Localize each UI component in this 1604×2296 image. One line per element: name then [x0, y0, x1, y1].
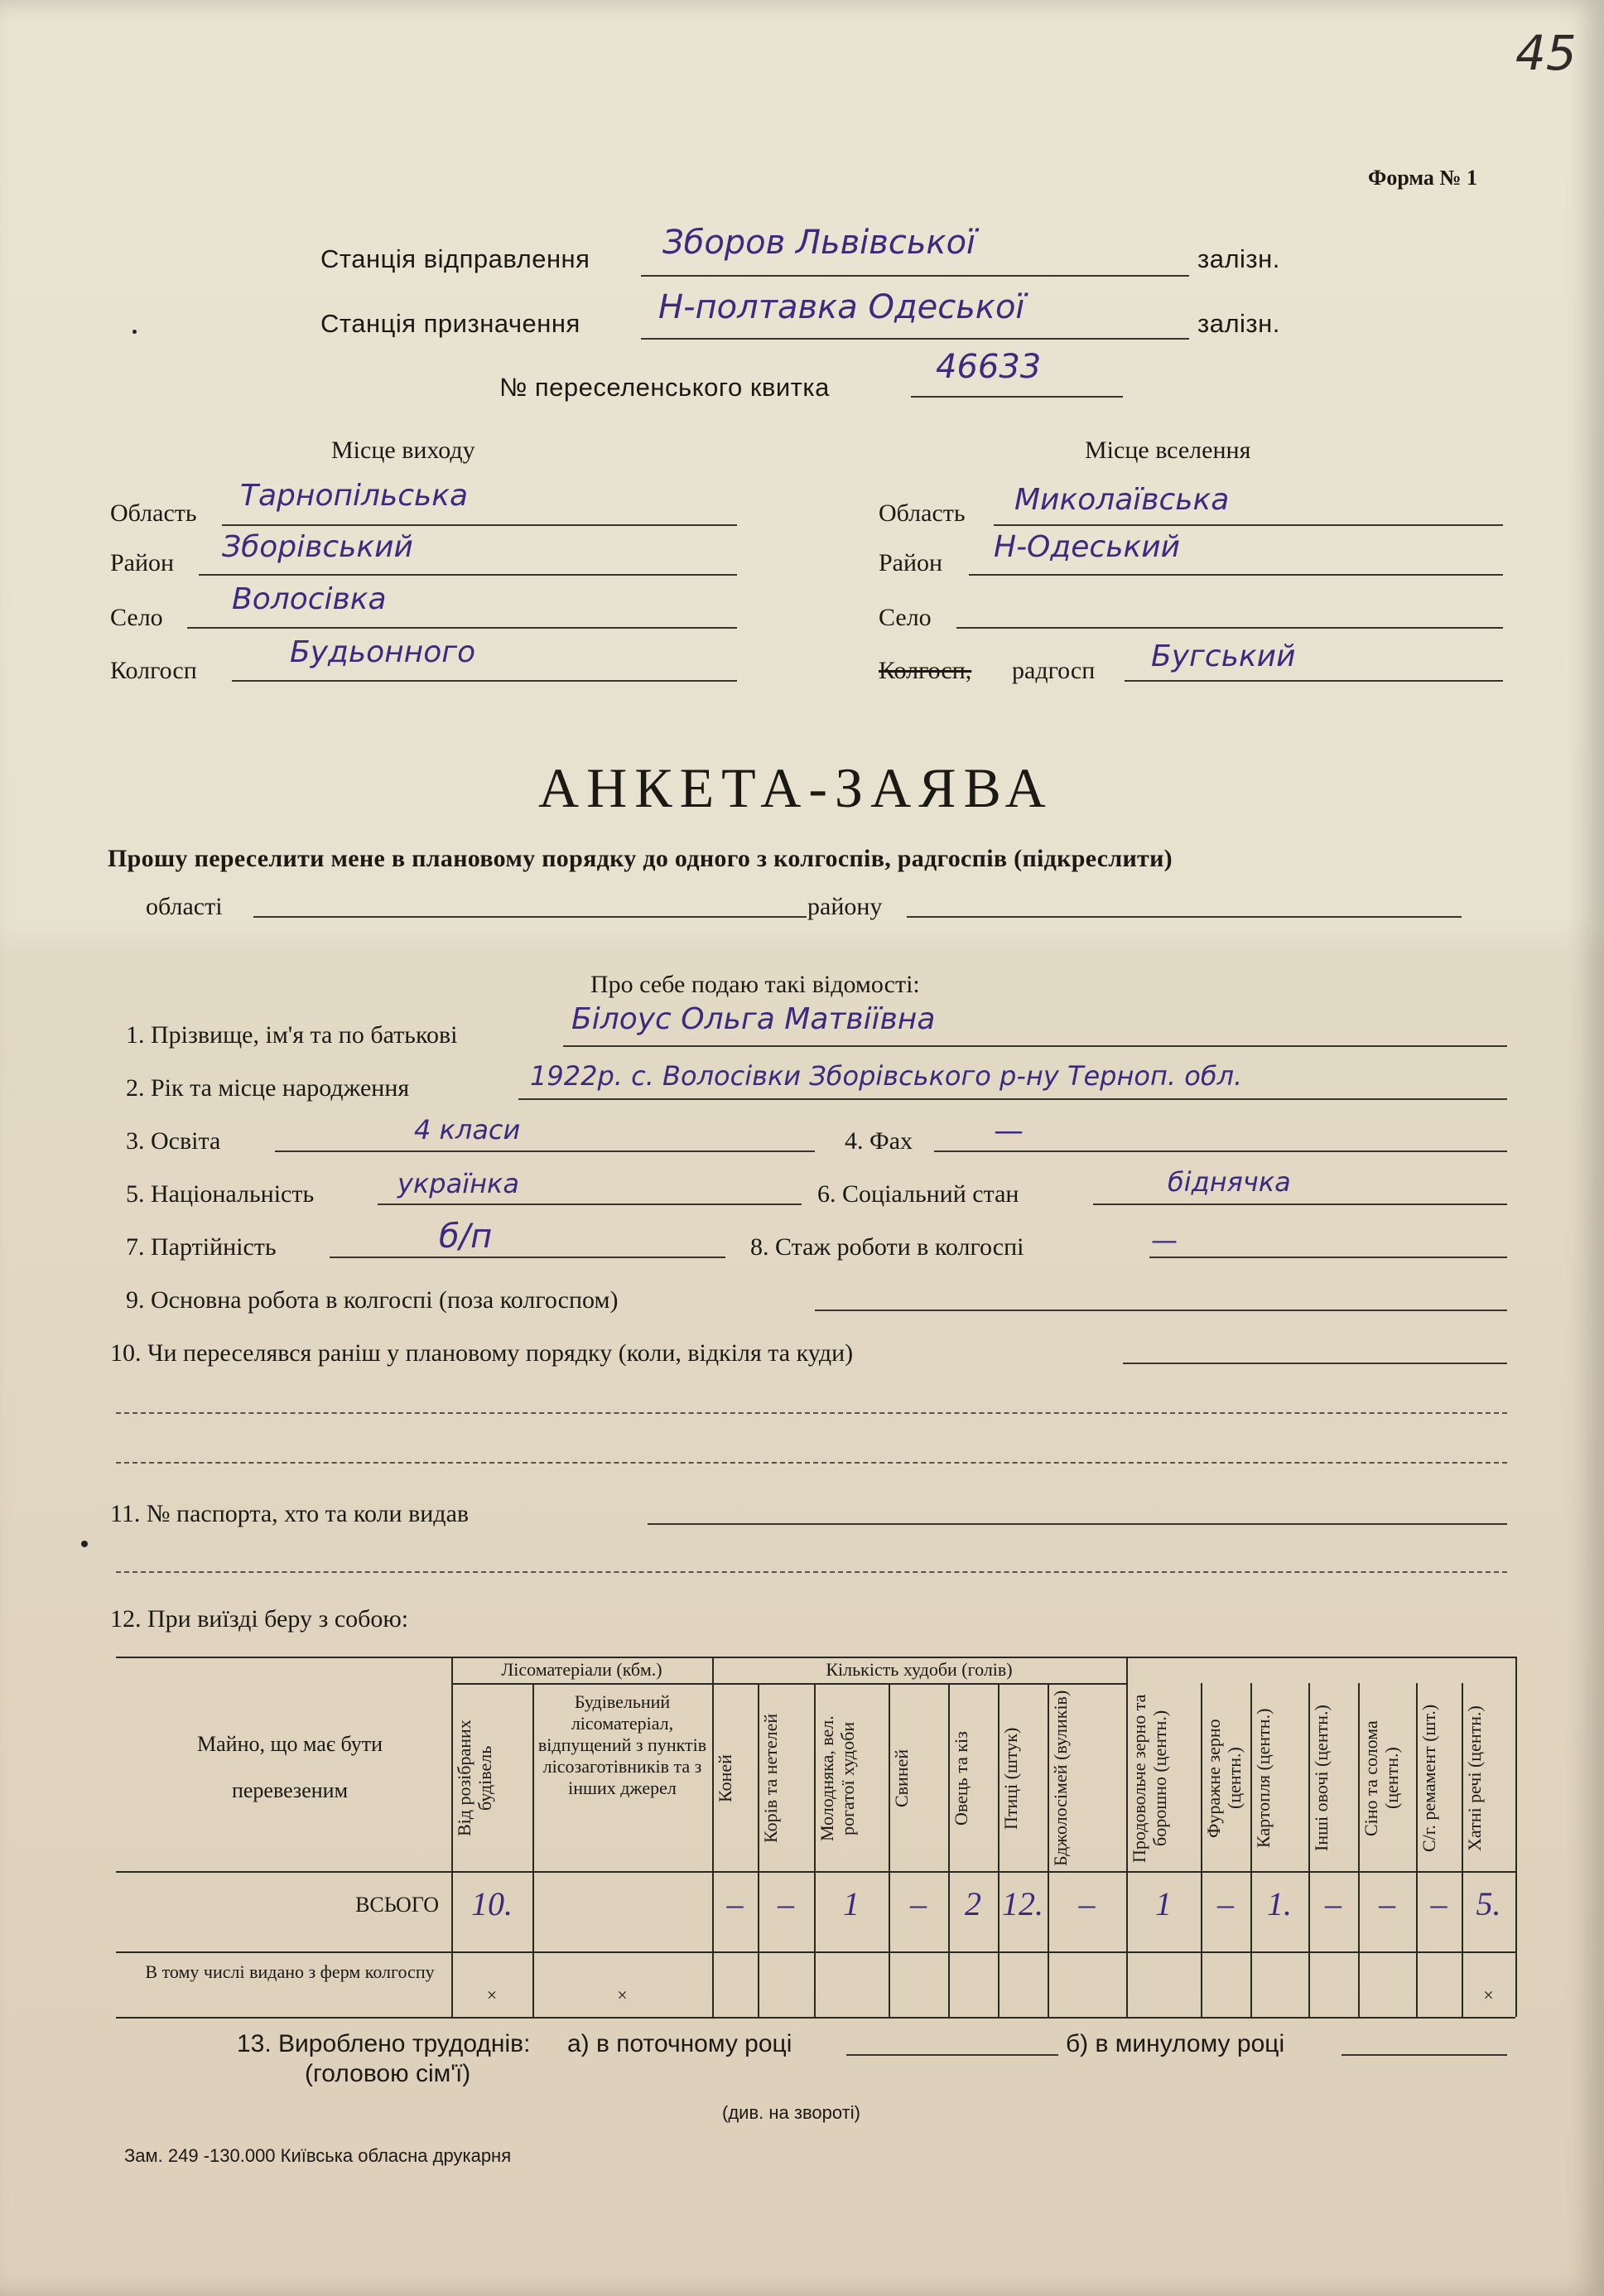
destination-raion-label: Район [879, 549, 943, 576]
turn-over-note: (див. на звороті) [722, 2102, 860, 2123]
table-total-cell: – [1379, 1885, 1395, 1922]
destination-station-line [641, 338, 1189, 340]
printer-imprint: Зам. 249 -130.000 Київська обласна друкарня [124, 2145, 512, 2166]
field-6-value: біднячка [1168, 1166, 1291, 1198]
table-timber-group-header: Лісоматеріали (кбм.) [501, 1659, 662, 1680]
table-column-divider [1126, 1657, 1128, 2017]
raionu-line [907, 916, 1462, 918]
table-total-cell: – [1325, 1885, 1341, 1922]
origin-oblast-label: Область [110, 499, 197, 527]
table-column-header: Від розібраних будівель [454, 1720, 495, 1837]
departure-station-line [641, 275, 1189, 277]
field-3-label: 3. Освіта [126, 1127, 221, 1155]
table-column-header: Картопля (центн.) [1253, 1708, 1274, 1849]
ticket-number-line [911, 396, 1123, 398]
field-3-value: 4 класи [414, 1114, 521, 1146]
field-7-value: б/п [439, 1218, 493, 1256]
destination-station-value: Н-полтавка Одеської [658, 288, 1025, 326]
table-total-cell: – [726, 1885, 744, 1922]
field-6-label: 6. Соціальний стан [817, 1180, 1019, 1208]
table-property-header: Майно, що має бути перевезеним [197, 1732, 383, 1802]
table-total-cell: 2 [965, 1885, 981, 1922]
table-total-cell: – [1430, 1885, 1447, 1922]
table-top-border [116, 1657, 1515, 1658]
table-column-header: Коней [715, 1754, 735, 1802]
table-total-cell: – [910, 1885, 927, 1922]
table-column-divider [1358, 1683, 1360, 2017]
workdays-sub: (головою сім'ї) [305, 2060, 471, 2087]
destination-station-label: Станція призначення [320, 309, 580, 338]
origin-oblast-value: Тарнопільська [240, 479, 469, 513]
table-issued-label: В тому числі видано з ферм колгоспу [145, 1961, 435, 1982]
field-7-line [330, 1257, 725, 1258]
table-issued-cell: × [486, 1985, 498, 2005]
field-10-extra-line-1 [116, 1412, 1507, 1414]
field-8-line [1149, 1257, 1507, 1258]
table-total-cell: 1 [1155, 1885, 1172, 1922]
table-column-divider [451, 1657, 453, 2017]
table-total-cell: 10. [471, 1885, 513, 1922]
origin-kolhosp-value: Будьонного [290, 635, 476, 669]
field-10-extra-line-2 [116, 1462, 1507, 1464]
destination-selo-label: Село [879, 604, 932, 631]
ticket-number-label: № переселенського квитка [499, 373, 830, 402]
table-column-header: С/г. ремамент (шт.) [1419, 1704, 1439, 1853]
destination-oblast-label: Область [879, 499, 966, 527]
field-11-label: 11. № паспорта, хто та коли видав [110, 1500, 470, 1527]
table-bottom-border [116, 2017, 1515, 2019]
table-total-cell: – [1078, 1885, 1096, 1922]
origin-oblast-line [222, 524, 737, 526]
origin-kolhosp-label: Колгосп [110, 657, 197, 684]
table-issued-cell: × [617, 1985, 628, 2005]
punch-mark-bottom [81, 1541, 88, 1547]
destination-farm-struck-label: Колгосп, [879, 657, 972, 684]
table-column-divider [1308, 1683, 1310, 2017]
origin-selo-value: Волосівка [232, 582, 387, 616]
table-column-header: Овець та кіз [951, 1731, 971, 1826]
form-number-label: Форма № 1 [1368, 166, 1478, 190]
table-column-divider [1515, 1657, 1517, 2017]
table-column-divider [1201, 1683, 1202, 2017]
workdays-b-label: б) в минулому році [1066, 2030, 1285, 2057]
table-column-header: Корів та нетелей [760, 1713, 781, 1844]
origin-raion-label: Район [110, 549, 175, 576]
workdays-label: 13. Вироблено трудоднів: [237, 2030, 531, 2057]
field-2-value: 1922р. с. Волосівки Зборівського р-ну Терноп. обл. [530, 1060, 1243, 1092]
table-column-header: Молодняка, вел. рогатої худоби [816, 1715, 858, 1841]
field-12-label: 12. При виїзді беру з собою: [110, 1605, 409, 1633]
field-4-value: — [994, 1114, 1024, 1148]
ticket-number-value: 46633 [936, 348, 1042, 386]
field-1-label: 1. Прізвище, ім'я та по батькові [126, 1021, 458, 1049]
field-4-line [934, 1150, 1507, 1152]
field-5-value: українка [397, 1168, 519, 1199]
field-1-value: Білоус Ольга Матвіївна [571, 1002, 936, 1036]
field-4-label: 4. Фах [845, 1127, 913, 1155]
destination-raion-line [969, 574, 1503, 576]
table-total-label: ВСЬОГО [355, 1893, 439, 1917]
table-row-divider [116, 1951, 1515, 1953]
field-5-label: 5. Національність [126, 1180, 315, 1208]
table-column-header: Свиней [891, 1749, 912, 1808]
table-group-divider [451, 1683, 1126, 1685]
origin-selo-line [187, 627, 737, 629]
request-text: Прошу переселити мене в плановому порядку до одного з колгоспів, радгоспів (підкреслити) [108, 845, 1173, 872]
origin-raion-line [199, 574, 737, 576]
table-issued-cell: × [1483, 1985, 1494, 2005]
table-column-divider [948, 1683, 950, 2017]
table-column-divider [1048, 1683, 1049, 2017]
field-1-line [563, 1045, 1507, 1047]
destination-farm-label: радгосп [1012, 657, 1096, 684]
workdays-a-label: а) в поточному році [567, 2030, 792, 2057]
table-column-header: Інші овочі (центн.) [1311, 1705, 1332, 1852]
destination-heading: Місце вселення [1085, 437, 1251, 464]
destination-farm-line [1125, 680, 1503, 682]
table-column-header: Продовольче зерно та борошно (центн.) [1129, 1694, 1170, 1863]
field-10-label: 10. Чи переселявся раніш у плановому порядку (коли, відкіля та куди) [110, 1339, 854, 1367]
field-3-line [275, 1150, 815, 1152]
field-10-line [1123, 1363, 1507, 1364]
table-column-divider [998, 1683, 999, 2017]
table-column-header: Хатні речі (центн.) [1464, 1705, 1485, 1851]
origin-raion-value: Зборівський [222, 530, 413, 564]
info-intro: Про себе подаю такі відомості: [590, 971, 920, 998]
table-column-header: Будівельний лісоматеріал, відпущений з пунктів лісозаготівників та з інших джерел [537, 1691, 707, 1798]
table-column-header: Сіно та солома (центн.) [1361, 1720, 1402, 1836]
origin-heading: Місце виходу [331, 437, 475, 464]
table-total-cell: – [778, 1885, 794, 1922]
table-total-cell: 1 [843, 1885, 860, 1922]
field-2-line [518, 1098, 1507, 1100]
table-livestock-group-header: Кількість худоби (голів) [826, 1659, 1013, 1680]
table-column-header: Бджолосімей (вуликів) [1050, 1690, 1071, 1867]
field-5-line [378, 1203, 802, 1205]
field-9-line [815, 1310, 1507, 1311]
departure-rail-suffix: залізн. [1197, 244, 1280, 273]
field-2-label: 2. Рік та місце народження [126, 1074, 410, 1102]
raionu-label: району [807, 893, 883, 920]
destination-rail-suffix: залізн. [1197, 309, 1280, 338]
form-title: АНКЕТА-ЗАЯВА [538, 756, 1053, 819]
table-column-divider [889, 1683, 890, 2017]
destination-oblast-line [994, 524, 1503, 526]
field-8-value: — [1151, 1224, 1178, 1256]
table-column-header: Птиці (штук) [1000, 1727, 1021, 1830]
workdays-a-line [846, 2054, 1058, 2056]
field-11-extra-line [116, 1571, 1507, 1573]
archive-page-number: 45 [1515, 25, 1577, 81]
table-column-divider [712, 1657, 714, 2017]
table-column-divider [758, 1683, 759, 2017]
table-total-cell: 12. [1002, 1885, 1043, 1922]
workdays-b-line [1341, 2054, 1507, 2056]
table-column-divider [1462, 1683, 1463, 2017]
table-column-header: Фуражне зерно (центн.) [1203, 1719, 1245, 1838]
field-7-label: 7. Партійність [126, 1233, 277, 1261]
field-8-label: 8. Стаж роботи в колгоспі [750, 1233, 1024, 1261]
field-9-label: 9. Основна робота в колгоспі (поза колгоспом) [126, 1286, 619, 1314]
destination-selo-line [956, 627, 1503, 629]
table-total-cell: 1. [1267, 1885, 1292, 1922]
destination-raion-value: Н-Одеський [994, 530, 1180, 564]
field-11-line [648, 1523, 1507, 1525]
field-6-line [1093, 1203, 1507, 1205]
oblasti-label: області [146, 893, 223, 920]
oblasti-line [253, 916, 807, 918]
table-column-divider [1250, 1683, 1252, 2017]
origin-kolhosp-line [232, 680, 737, 682]
table-total-cell: – [1217, 1885, 1234, 1922]
origin-selo-label: Село [110, 604, 163, 631]
table-header-bottom [116, 1871, 1515, 1873]
table-column-divider [1416, 1683, 1418, 2017]
table-column-divider [814, 1683, 816, 2017]
punch-mark-top [132, 330, 137, 334]
table-total-cell: 5. [1476, 1885, 1501, 1922]
departure-station-value: Зборов Львівської [662, 224, 976, 262]
destination-oblast-value: Миколаївська [1014, 483, 1230, 517]
destination-farm-value: Бугський [1151, 639, 1296, 673]
departure-station-label: Станція відправлення [320, 244, 590, 273]
table-column-divider [532, 1683, 534, 2017]
